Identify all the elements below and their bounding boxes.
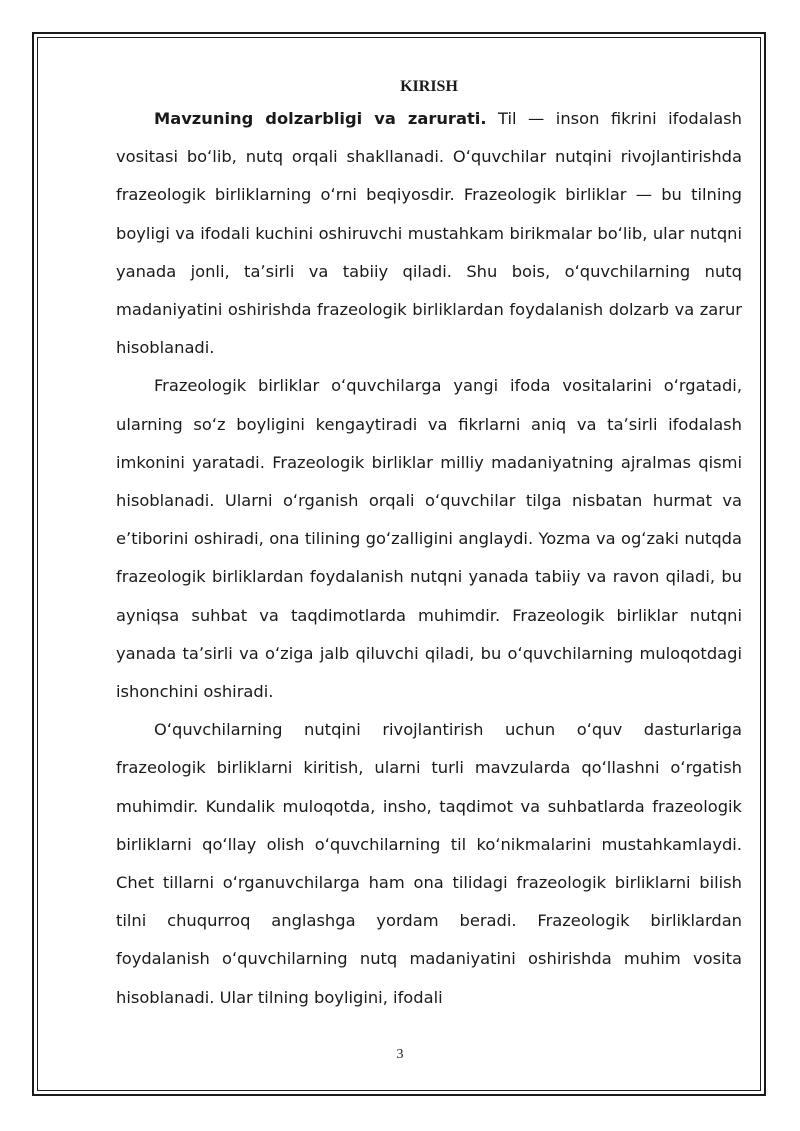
paragraph-text: Oʻquvchilarning nutqini rivojlantirish uchun oʻquv dasturlariga frazeologik birliklarni kiritish, ularni turli mavzularda qoʻllashni oʻrgatish muhimdir. Kundalik muloqotda, insho, taqdimot va suhbatlarda frazeologik birliklarni qoʻllay olish oʻquvchilarning til koʻnikmalarini mustahkamlaydi. Chet tillarni oʻrganuvchilarga ham ona tilidagi frazeologik birliklarni bilish tilni chuqurroq anglashga yordam beradi. Frazeologik birliklardan foydalanish oʻquvchilarning nutq madaniyatini oshirishda muhim vosita hisoblanadi. Ular tilning boyligini, ifodali bbox=[116, 720, 742, 1007]
paragraph-lead: Mavzuning dolzarbligi va zarurati. bbox=[154, 109, 487, 128]
paragraph-3 bbox=[116, 711, 742, 1017]
page-number: 3 bbox=[396, 1047, 404, 1062]
paragraph-2 bbox=[116, 367, 742, 711]
section-heading: KIRISH bbox=[400, 78, 458, 95]
paragraph-1 bbox=[116, 100, 742, 367]
document-body bbox=[116, 72, 742, 1017]
paragraph-text: Frazeologik birliklar oʻquvchilarga yangi ifoda vositalarini oʻrgatadi, ularning soʻz boyligini kengaytiradi va fikrlarni aniq va taʼsirli ifodalash imkonini yaratadi. Frazeologik birliklar milliy madaniyatning ajralmas qismi hisoblanadi. Ularni oʻrganish orqali oʻquvchilar tilga nisbatan hurmat va eʼtiborini oshiradi, ona tilining goʻzalligini anglaydi. Yozma va ogʻzaki nutqda frazeologik birliklardan foydalanish nutqni yanada tabiiy va ravon qiladi, bu ayniqsa suhbat va taqdimotlarda muhimdir. Frazeologik birliklar nutqni yanada taʼsirli va oʻziga jalb qiluvchi qiladi, bu oʻquvchilarning muloqotdagi ishonchini oshiradi. bbox=[116, 376, 742, 702]
paragraph-text: Til — inson fikrini ifodalash vositasi boʻlib, nutq orqali shakllanadi. Oʻquvchilar nutqini rivojlantirishda frazeologik birliklarning oʻrni beqiyosdir. Frazeologik birliklar — bu tilning boyligi va ifodali kuchini oshiruvchi mustahkam birikmalar boʻlib, ular nutqni yanada jonli, taʼsirli va tabiiy qiladi. Shu bois, oʻquvchilarning nutq madaniyatini oshirishda frazeologik birliklardan foydalanish dolzarb va zarur hisoblanadi. bbox=[116, 109, 742, 358]
